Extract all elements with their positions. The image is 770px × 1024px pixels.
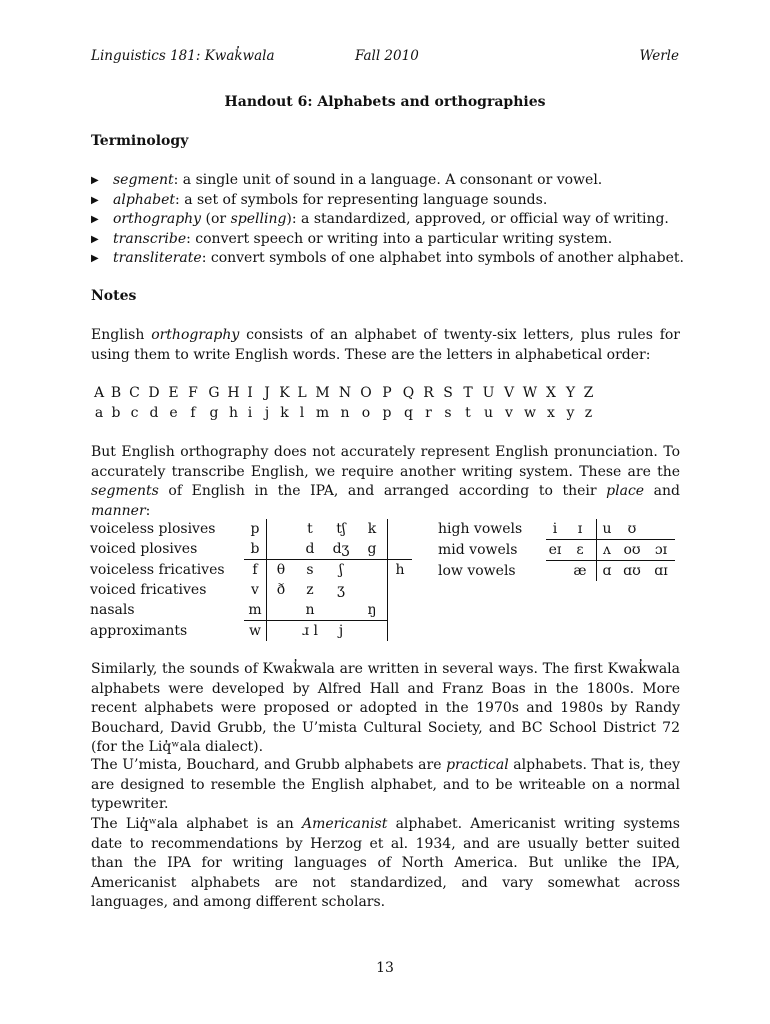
alphabet-letter: j [264,405,270,421]
segment-cell: n [295,600,325,621]
manner-label: approximants [90,622,188,639]
vowel-cell: ɑ [602,563,612,579]
alphabet-letter: T [463,385,473,401]
alphabet-letter: c [130,405,139,421]
table-row [438,561,675,582]
uppercase-alphabet [91,385,597,401]
vowel-cell: ɔɪ [647,540,675,561]
alphabet-letter: t [465,405,471,421]
vowel-height-label: high vowels [438,521,523,538]
segment-cell: ɹ l [295,621,325,642]
lowercase-alphabet [91,405,597,421]
segment-cell: ð [276,582,286,598]
paragraph-kwakwala-alphabets: Similarly, the sounds of Kwak̓wala are written in several ways. The first Kwak̓wala alphabets were developed by Alfred Hall and Franz Boas in the 1800s. More recent alphabets were proposed or adopted in the 1970s and 1980s by Randy Bouchard, David Grubb, the U’mista Cultural Society, and BC School District 72 (for the Liq̓ʷala dialect). [91,661,680,755]
manner-label: voiced plosives [90,541,198,558]
segment-cell [267,539,296,560]
segment-cell [388,519,413,539]
segment-cell: θ [276,562,286,578]
segment-cell [325,600,357,621]
alphabet-letter: J [264,385,270,401]
vowel-table [438,519,675,581]
list-item [91,230,691,250]
term: orthography [113,211,202,227]
paragraph-orthography: English orthography consists of an alphabet of twenty-six letters, plus rules for using them to write English words. These are the letters in alphabetical order: [91,327,681,363]
segment-cell: f [244,560,267,581]
segment-cell: v [244,580,267,600]
vowel-cell: ɑɪ [654,563,668,579]
alphabet-letter: W [522,385,538,401]
manner-label: nasals [90,602,135,619]
alphabet-letter: Z [583,385,594,401]
alphabet-letter: R [423,385,434,401]
paragraph-americanist: The Liq̓ʷala alphabet is an Americanist alphabet. Americanist writing systems date to recommendations by Herzog et al. 1934, and are usually better suited than the IPA for writing languages of North America. But unlike the IPA, Americanist alphabets are not standardized, and vary somewhat across languages, and among different scholars. [91,816,680,910]
vowel-cell [546,561,564,582]
vowel-height-label: low vowels [438,562,516,579]
definition: ): a standardized, approved, or official way of writing. [286,211,669,227]
vowel-cell: i [546,519,564,540]
alphabet-letter: k [280,405,289,421]
table-row [90,600,412,621]
alphabet-letter: D [148,385,160,401]
alphabet-letter: x [547,405,555,421]
vowel-cell: ɪ [564,519,597,540]
alphabet-letter: O [360,385,372,401]
alphabet-letter: n [340,405,350,421]
segment-cell: ŋ [357,600,388,621]
alphabet-letter: V [503,385,515,401]
segment-cell: g [357,539,388,560]
vowel-cell: ɑʊ [623,563,641,579]
page-title: Handout 6: Alphabets and orthographies [224,94,546,110]
segment-cell: tʃ [336,521,346,537]
definition: : a single unit of sound in a language. A consonant or vowel. [173,172,603,188]
vowel-cell: ʌ [597,540,618,561]
alphabet-letter: b [111,405,121,421]
header-course: Linguistics 181: Kwak̓wala [91,48,275,64]
table-row [438,519,675,540]
definition: : convert symbols of one alphabet into symbols of another alphabet. [201,250,684,266]
vowel-cell: u [597,519,618,540]
bullet-icon: ▶ [91,214,99,225]
segment-cell [388,621,413,642]
term: spelling [230,211,287,227]
vowel-cell: ɛ [564,540,597,561]
alphabet-letter: s [444,405,452,421]
manner-label: voiceless fricatives [90,561,225,578]
definition: : a set of symbols for representing language sounds. [175,191,548,208]
table-row [90,560,412,581]
alphabet-letter: P [382,385,392,401]
alphabet-letter: N [338,385,352,401]
vowel-cell [647,519,675,540]
segment-cell [388,539,413,560]
alphabet-letter: w [524,405,536,421]
list-item [91,249,691,269]
alphabet-letter: I [247,385,253,401]
definition: : convert speech or writing into a particular writing system. [186,230,613,247]
alphabet-letter: u [483,405,494,421]
consonant-table [90,519,412,641]
vowel-cell: oʊ [617,540,647,561]
bullet-icon: ▶ [91,253,99,264]
alphabet-letter: f [190,405,196,421]
list-item [91,191,691,211]
table-row [438,540,675,561]
table-row [90,519,412,539]
segment-cell: p [244,519,267,539]
manner-label: voiced fricatives [90,582,207,598]
segment-cell [357,621,388,642]
alphabet-letter: v [505,405,513,421]
segment-cell: ʃ [339,562,343,578]
segment-cell [357,560,388,581]
list-item [91,210,691,230]
page-number: 13 [376,960,394,976]
term: transcribe [113,230,187,247]
header-term: Fall 2010 [355,48,419,64]
segment-cell: h [395,562,405,578]
segment-cell [388,580,413,600]
alphabet-letter: y [566,405,575,421]
definition-part: (or [201,211,231,227]
segment-cell: b [244,539,267,560]
vowel-cell: ʊ [617,519,647,540]
vowel-cell: æ [564,561,597,582]
alphabet-letter: B [110,385,122,401]
list-item [91,171,691,191]
alphabet-letter: A [93,385,105,401]
table-row [90,580,412,600]
alphabet-letter: g [209,405,219,421]
alphabet-letter: K [279,385,290,401]
alphabet-letter: S [443,385,453,401]
term: alphabet [113,191,176,208]
segment-cell: dʒ [325,539,357,560]
alphabet-letter: o [361,405,371,421]
segment-cell [267,600,296,621]
segment-cell: t [307,521,313,537]
term: segment [113,172,174,188]
alphabet-letter: a [94,405,104,421]
alphabet-letter: M [315,385,330,401]
alphabet-letter: F [188,385,198,401]
alphabet-letter: d [149,405,159,421]
segment-cell: z [306,582,314,598]
segment-cell: ʒ [337,582,345,598]
alphabet-letter: l [299,405,305,421]
bullet-icon: ▶ [91,233,99,245]
segment-cell: d [295,539,325,560]
alphabet-letter: G [208,385,220,401]
segment-cell: j [325,621,357,642]
alphabet-letter: m [315,405,330,421]
notes-heading: Notes [91,288,137,304]
manner-label: voiceless plosives [90,521,216,537]
paragraph-practical: The U’mista, Bouchard, and Grubb alphabets are practical alphabets. That is, they are designed to resemble the English alphabet, and to be writeable on a normal typewriter. [91,757,681,812]
bullet-icon: ▶ [91,175,99,186]
alphabet-letter: Q [402,385,415,401]
segment-cell: k [357,519,388,539]
segment-cell [388,600,413,621]
segment-cell: w [244,621,267,642]
alphabet-letter: U [482,385,495,401]
vowel-cell: eɪ [546,540,564,561]
alphabet-letter: X [546,385,556,401]
alphabet-letter: i [247,405,253,421]
segment-cell [357,580,388,600]
segment-cell [267,519,296,539]
alphabet-letter: r [425,405,432,421]
alphabet-letter: h [228,405,239,421]
alphabet-letter: L [297,385,307,401]
alphabet-letter: C [129,385,140,401]
segment-cell: m [244,600,267,621]
paragraph-ipa: But English orthography does not accurately represent English pronunciation. To accurately transcribe English, we require another writing system. These are the segments of English in the IPA, and arranged according to their place and manner: [91,444,680,519]
segment-cell [267,621,296,642]
header-author: Werle [639,48,679,64]
terminology-list [91,171,691,269]
table-row [90,539,412,560]
alphabet-letter: q [404,405,413,421]
terminology-heading: Terminology [91,133,189,149]
alphabet-letter: z [584,405,593,421]
alphabet-letter: H [227,385,240,401]
alphabet-letter: Y [565,385,576,401]
alphabet-letter: E [168,385,179,401]
term: transliterate [113,250,202,266]
table-row [90,621,412,642]
segment-cell: s [306,562,314,578]
alphabet-letter: p [382,405,392,421]
alphabet-letter: e [169,405,178,421]
bullet-icon: ▶ [91,194,99,206]
vowel-height-label: mid vowels [438,542,518,558]
